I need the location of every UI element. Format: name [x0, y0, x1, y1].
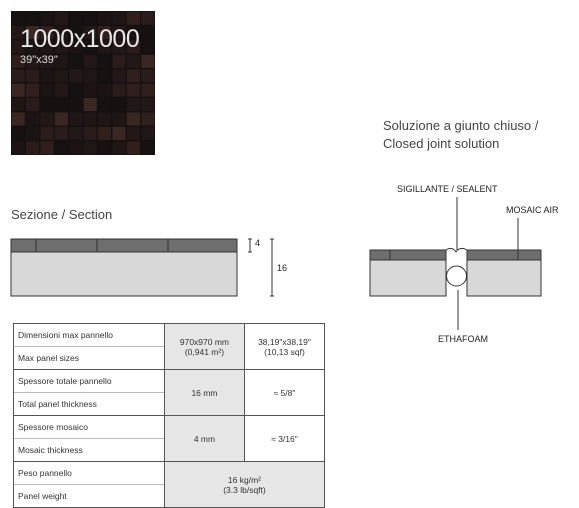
metric-value-cell [164, 370, 244, 416]
weight-value-secondary: (3.3 lb/sqft) [223, 484, 266, 495]
mosaic-tile [40, 127, 53, 140]
mosaic-tile [127, 84, 140, 97]
table-row [14, 462, 325, 485]
right-panel [467, 260, 541, 296]
metric-value: 4 mm [193, 433, 216, 444]
mosaic-tile [12, 127, 25, 140]
swatch-size-mm: 1000x1000 [20, 25, 140, 53]
mosaic-tile [84, 98, 97, 111]
mosaic-tile [12, 69, 25, 82]
mosaic-tile [127, 55, 140, 68]
dim-label-large: 16 [277, 263, 288, 273]
left-mosaic-layer [370, 250, 446, 260]
mosaic-tile [141, 40, 154, 53]
metric-value-cell [164, 324, 244, 370]
mosaic-tile [12, 12, 25, 25]
mosaic-tile [127, 127, 140, 140]
row-label-it: Peso pannello [14, 462, 165, 485]
imperial-value-secondary: (10,13 sqf) [264, 346, 305, 357]
mosaic-tile [141, 69, 154, 82]
mosaic-tile [98, 12, 111, 25]
mosaic-tile [55, 127, 68, 140]
weight-value: 16 kg/m² [227, 474, 261, 485]
mosaic-tile [127, 12, 140, 25]
table-row [14, 370, 325, 393]
mosaic-tile [40, 112, 53, 125]
row-label-it: Spessore totale pannello [14, 370, 165, 393]
left-panel [370, 260, 446, 296]
label-ethafoam: ETHAFOAM [438, 334, 489, 344]
mosaic-tile [69, 127, 82, 140]
mosaic-tile [69, 141, 82, 154]
mosaic-tile [69, 55, 82, 68]
mosaic-tile [112, 141, 125, 154]
mosaic-tile [127, 112, 140, 125]
joint-title-en: Closed joint solution [383, 136, 500, 151]
row-label-it: Dimensioni max pannello [14, 324, 165, 347]
mosaic-tile [69, 84, 82, 97]
label-mosaic-air: MOSAIC AIR [506, 205, 559, 215]
table-row [14, 324, 325, 347]
mosaic-tile [12, 112, 25, 125]
metric-value: 970x970 mm [179, 336, 230, 347]
row-label-it: Spessore mosaico [14, 416, 165, 439]
label-sealant: SIGILLANTE / SEALENT [397, 184, 498, 194]
row-label-en: Max panel sizes [14, 347, 165, 370]
mosaic-tile [26, 141, 39, 154]
mosaic-tile [26, 84, 39, 97]
mosaic-tile [98, 127, 111, 140]
metric-value-cell [164, 416, 244, 462]
mosaic-tile [12, 84, 25, 97]
mosaic-tile [69, 12, 82, 25]
metric-value-secondary: (0,941 m²) [184, 346, 225, 357]
mosaic-tile [84, 55, 97, 68]
mosaic-tile [12, 141, 25, 154]
mosaic-tile [69, 98, 82, 111]
mosaic-tile [69, 69, 82, 82]
mosaic-tile [127, 98, 140, 111]
imperial-value-cell [244, 370, 324, 416]
imperial-value-cell [244, 416, 324, 462]
mosaic-tile [26, 12, 39, 25]
mosaic-tile [84, 12, 97, 25]
spec-table [13, 323, 325, 508]
mosaic-tile [141, 26, 154, 39]
mosaic-tile [112, 12, 125, 25]
ethafoam-rod [447, 266, 467, 286]
mosaic-tile [55, 98, 68, 111]
mosaic-tile [98, 69, 111, 82]
mosaic-tile [141, 84, 154, 97]
mosaic-layer [11, 239, 237, 252]
mosaic-swatch-image [11, 11, 155, 155]
mosaic-tile [98, 55, 111, 68]
mosaic-tile [98, 84, 111, 97]
mosaic-tile [55, 84, 68, 97]
mosaic-tile [84, 112, 97, 125]
table-row [14, 416, 325, 439]
swatch-size-in: 39"x39" [20, 54, 58, 66]
mosaic-tile [112, 98, 125, 111]
mosaic-tile [84, 141, 97, 154]
mosaic-tile [40, 12, 53, 25]
mosaic-tile [55, 112, 68, 125]
joint-title-it: Soluzione a giunto chiuso / [383, 118, 539, 133]
mosaic-tile [141, 55, 154, 68]
imperial-value-cell [244, 324, 324, 370]
mosaic-tile [55, 141, 68, 154]
imperial-value: ≈ 3/16" [271, 433, 298, 444]
right-mosaic-layer [467, 250, 541, 260]
mosaic-tile [112, 127, 125, 140]
mosaic-tile [112, 84, 125, 97]
row-label-en: Mosaic thickness [14, 439, 165, 462]
mosaic-tile [40, 98, 53, 111]
mosaic-tile [112, 69, 125, 82]
mosaic-tile [84, 84, 97, 97]
mosaic-tile [141, 98, 154, 111]
mosaic-tile [55, 12, 68, 25]
mosaic-tile [141, 112, 154, 125]
imperial-value: 38,19"x38,19" [258, 336, 311, 347]
mosaic-tile [40, 141, 53, 154]
imperial-value: ≈ 5/8" [273, 387, 296, 398]
mosaic-tile [141, 127, 154, 140]
mosaic-tile [40, 84, 53, 97]
joint-drawing [360, 190, 570, 340]
mosaic-tile [98, 112, 111, 125]
mosaic-tile [26, 127, 39, 140]
mosaic-tile [55, 69, 68, 82]
mosaic-tile [84, 127, 97, 140]
mosaic-tile [26, 69, 39, 82]
mosaic-tile [127, 69, 140, 82]
mosaic-tile [98, 141, 111, 154]
panel-layer [11, 252, 237, 296]
mosaic-tile [112, 112, 125, 125]
mosaic-tile [98, 98, 111, 111]
combined-value-cell [164, 462, 324, 508]
row-label-en: Panel weight [14, 485, 165, 508]
mosaic-tile [26, 98, 39, 111]
row-label-en: Total panel thickness [14, 393, 165, 416]
section-title: Sezione / Section [11, 207, 113, 222]
mosaic-tile [84, 69, 97, 82]
dim-label-small: 4 [255, 238, 261, 248]
mosaic-tile [40, 69, 53, 82]
mosaic-tile [141, 141, 154, 154]
mosaic-tile [69, 112, 82, 125]
mosaic-tile [141, 12, 154, 25]
mosaic-tile [127, 141, 140, 154]
mosaic-tile [112, 55, 125, 68]
mosaic-tile [26, 112, 39, 125]
mosaic-tile [12, 98, 25, 111]
metric-value: 16 mm [191, 387, 218, 398]
